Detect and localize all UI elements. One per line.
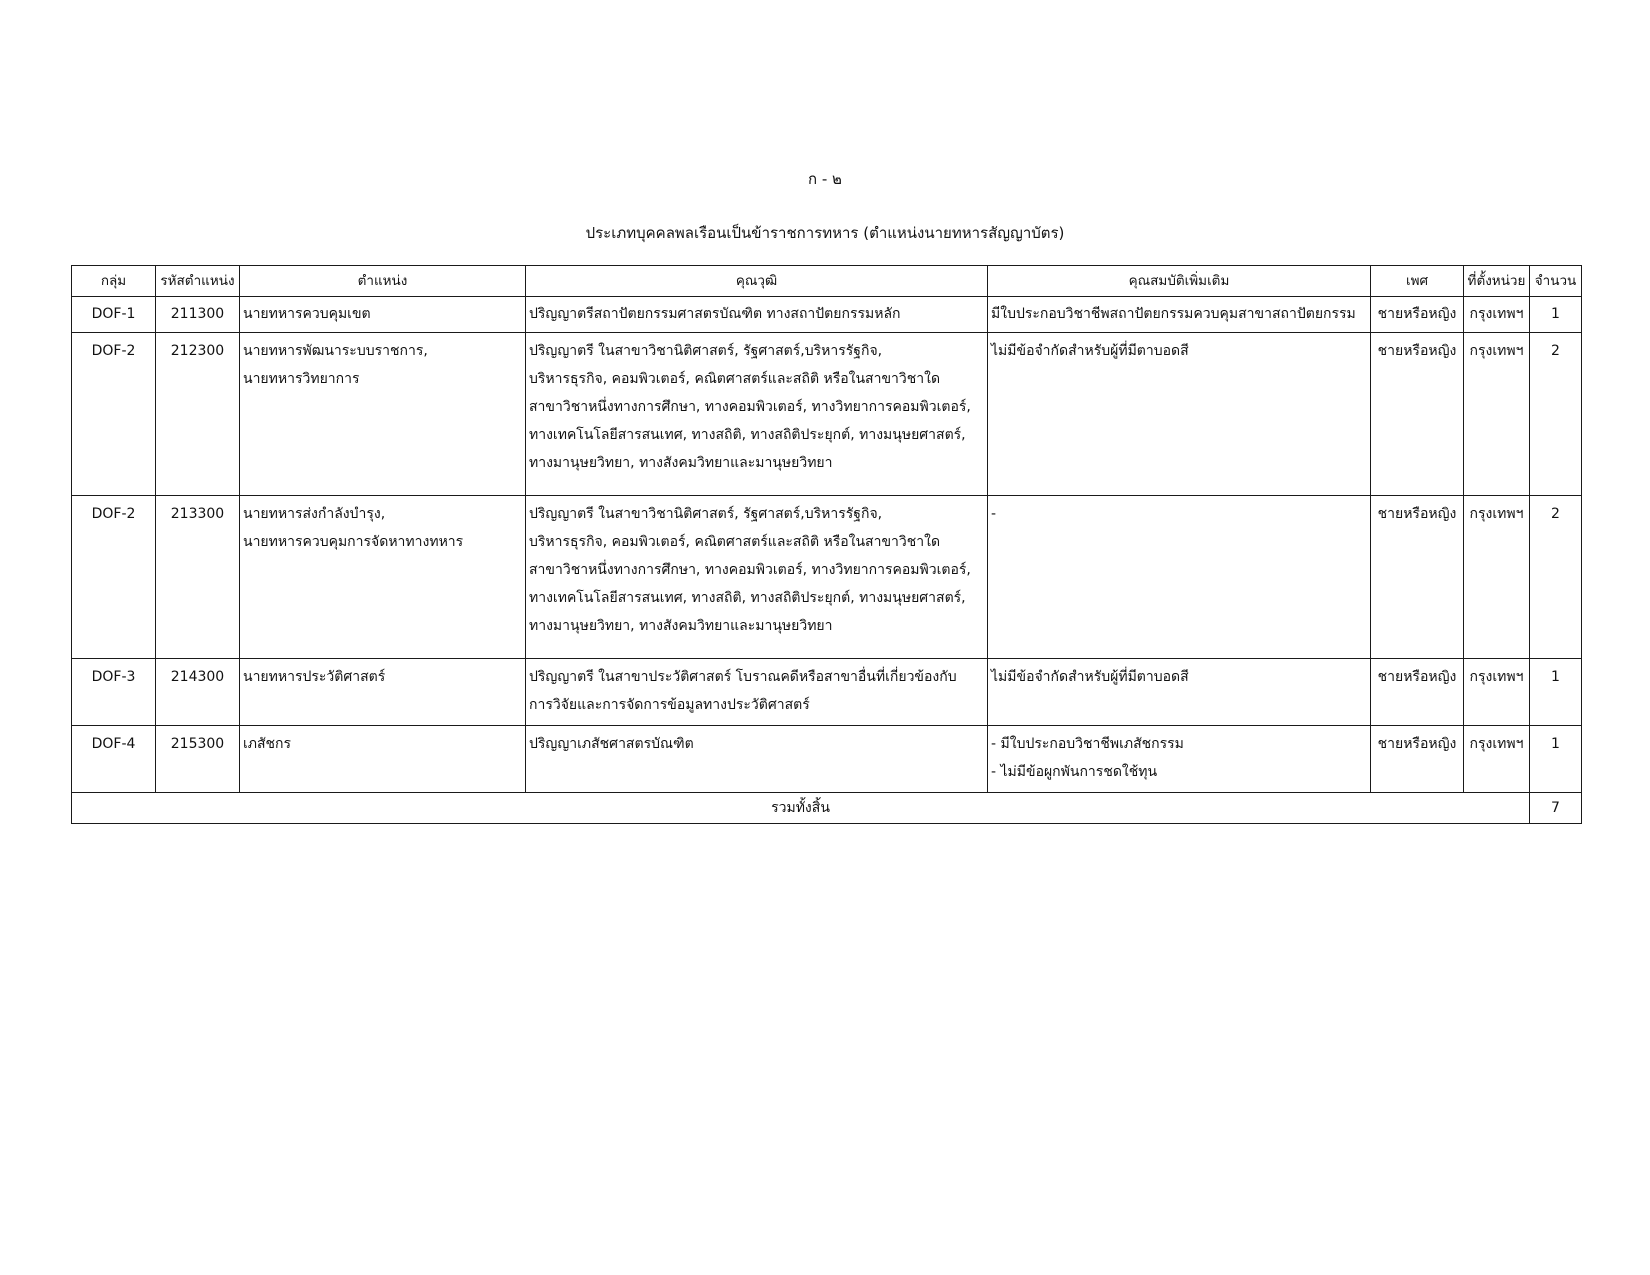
qualification-line: สาขาวิชาหนึ่งทางการศึกษา, ทางคอมพิวเตอร์, ทางวิทยาการคอมพิวเตอร์, <box>529 399 971 415</box>
cell-count: 2 <box>1530 496 1582 659</box>
additional-line: - มีใบประกอบวิชาชีพเภสัชกรรม <box>991 736 1184 752</box>
cell-group: DOF-1 <box>72 297 156 333</box>
qualification-line: ปริญญาเภสัชศาสตรบัณฑิต <box>529 736 694 752</box>
cell-group: DOF-4 <box>72 726 156 793</box>
cell-gender: ชายหรือหญิง <box>1371 659 1464 726</box>
cell-count: 1 <box>1530 726 1582 793</box>
cell-gender: ชายหรือหญิง <box>1371 726 1464 793</box>
position-line: นายทหารส่งกำลังบำรุง, <box>243 506 386 522</box>
table-header-row <box>72 266 1582 297</box>
header-additional: คุณสมบัติเพิ่มเติม <box>988 266 1371 297</box>
cell-location: กรุงเทพฯ <box>1464 659 1530 726</box>
cell-gender: ชายหรือหญิง <box>1371 496 1464 659</box>
additional-line: มีใบประกอบวิชาชีพสถาปัตยกรรมควบคุมสาขาสถาปัตยกรรม <box>991 306 1356 322</box>
cell-qualification <box>526 659 988 726</box>
cell-gender: ชายหรือหญิง <box>1371 297 1464 333</box>
table-row <box>72 496 1582 659</box>
cell-code: 212300 <box>156 333 240 496</box>
cell-group: DOF-3 <box>72 659 156 726</box>
additional-line: ไม่มีข้อจำกัดสำหรับผู้ที่มีตาบอดสี <box>991 343 1189 359</box>
header-qualification: คุณวุฒิ <box>526 266 988 297</box>
table-row <box>72 659 1582 726</box>
cell-position <box>240 659 526 726</box>
cell-code: 213300 <box>156 496 240 659</box>
cell-position <box>240 333 526 496</box>
additional-line: ไม่มีข้อจำกัดสำหรับผู้ที่มีตาบอดสี <box>991 669 1189 685</box>
additional-line: - ไม่มีข้อผูกพันการชดใช้ทุน <box>991 764 1158 780</box>
position-line: นายทหารพัฒนาระบบราชการ, <box>243 343 428 359</box>
cell-location: กรุงเทพฯ <box>1464 333 1530 496</box>
cell-code: 214300 <box>156 659 240 726</box>
table-row <box>72 333 1582 496</box>
position-line: นายทหารประวัติศาสตร์ <box>243 669 386 685</box>
header-location: ที่ตั้งหน่วย <box>1464 266 1530 297</box>
cell-additional <box>988 496 1371 659</box>
positions-table <box>71 265 1582 824</box>
cell-count: 1 <box>1530 659 1582 726</box>
qualification-line: ปริญญาตรี ในสาขาประวัติศาสตร์ โบราณคดีหรือสาขาอื่นที่เกี่ยวข้องกับ <box>529 669 957 685</box>
cell-additional <box>988 659 1371 726</box>
cell-additional <box>988 297 1371 333</box>
qualification-line: ปริญญาตรีสถาปัตยกรรมศาสตรบัณฑิต ทางสถาปัตยกรรมหลัก <box>529 306 901 322</box>
cell-location: กรุงเทพฯ <box>1464 726 1530 793</box>
cell-gender: ชายหรือหญิง <box>1371 333 1464 496</box>
qualification-line: ปริญญาตรี ในสาขาวิชานิติศาสตร์, รัฐศาสตร์,บริหารรัฐกิจ, <box>529 343 883 359</box>
qualification-line: ทางมานุษยวิทยา, ทางสังคมวิทยาและมานุษยวิทยา <box>529 618 833 634</box>
cell-code: 211300 <box>156 297 240 333</box>
cell-count: 2 <box>1530 333 1582 496</box>
total-value: 7 <box>1530 793 1582 824</box>
total-row <box>72 793 1582 824</box>
position-line: นายทหารวิทยาการ <box>243 371 360 387</box>
cell-qualification <box>526 496 988 659</box>
qualification-line: ทางเทคโนโลยีสารสนเทศ, ทางสถิติ, ทางสถิติประยุกต์, ทางมนุษยศาสตร์, <box>529 590 966 606</box>
page-number: ก - ๒ <box>808 170 842 188</box>
qualification-line: บริหารธุรกิจ, คอมพิวเตอร์, คณิตศาสตร์และสถิติ หรือในสาขาวิชาใด <box>529 371 941 387</box>
header-count: จำนวน <box>1530 266 1582 297</box>
position-line: นายทหารควบคุมเขต <box>243 306 371 322</box>
header-gender: เพศ <box>1371 266 1464 297</box>
cell-position <box>240 726 526 793</box>
cell-qualification <box>526 297 988 333</box>
cell-qualification <box>526 726 988 793</box>
total-label: รวมทั้งสิ้น <box>72 793 1530 824</box>
table-row <box>72 297 1582 333</box>
qualification-line: บริหารธุรกิจ, คอมพิวเตอร์, คณิตศาสตร์และสถิติ หรือในสาขาวิชาใด <box>529 534 941 550</box>
qualification-line: การวิจัยและการจัดการข้อมูลทางประวัติศาสตร์ <box>529 697 810 713</box>
cell-position <box>240 297 526 333</box>
cell-location: กรุงเทพฯ <box>1464 496 1530 659</box>
header-position: ตำแหน่ง <box>240 266 526 297</box>
header-code: รหัสตำแหน่ง <box>156 266 240 297</box>
qualification-line: ทางเทคโนโลยีสารสนเทศ, ทางสถิติ, ทางสถิติประยุกต์, ทางมนุษยศาสตร์, <box>529 427 966 443</box>
cell-qualification <box>526 333 988 496</box>
cell-additional <box>988 333 1371 496</box>
cell-code: 215300 <box>156 726 240 793</box>
additional-line: - <box>991 506 997 522</box>
header-group: กลุ่ม <box>72 266 156 297</box>
qualification-line: ปริญญาตรี ในสาขาวิชานิติศาสตร์, รัฐศาสตร์,บริหารรัฐกิจ, <box>529 506 883 522</box>
position-line: นายทหารควบคุมการจัดหาทางทหาร <box>243 534 464 550</box>
table-row <box>72 726 1582 793</box>
cell-location: กรุงเทพฯ <box>1464 297 1530 333</box>
cell-count: 1 <box>1530 297 1582 333</box>
cell-additional <box>988 726 1371 793</box>
cell-position <box>240 496 526 659</box>
qualification-line: สาขาวิชาหนึ่งทางการศึกษา, ทางคอมพิวเตอร์, ทางวิทยาการคอมพิวเตอร์, <box>529 562 971 578</box>
qualification-line: ทางมานุษยวิทยา, ทางสังคมวิทยาและมานุษยวิทยา <box>529 455 833 471</box>
cell-group: DOF-2 <box>72 496 156 659</box>
document-title: ประเภทบุคคลพลเรือนเป็นข้าราชการทหาร (ตำแหน่งนายทหารสัญญาบัตร) <box>585 224 1065 242</box>
cell-group: DOF-2 <box>72 333 156 496</box>
position-line: เภสัชกร <box>243 736 292 752</box>
